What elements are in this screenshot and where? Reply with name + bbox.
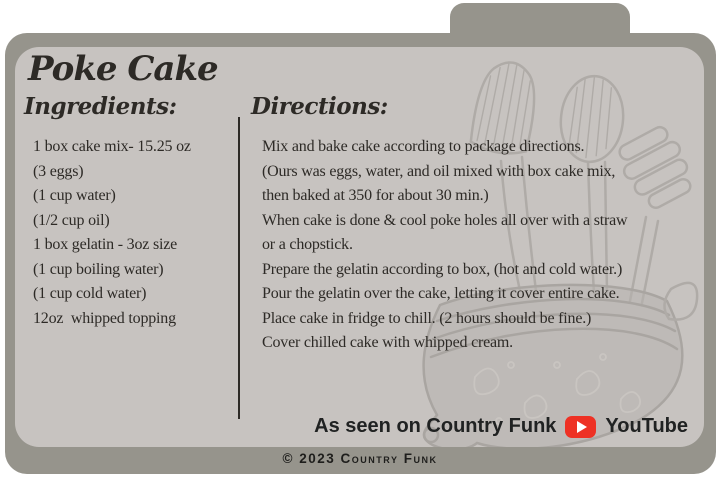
direction-line: Place cake in fridge to chill. (2 hours should be fine.) (262, 309, 592, 327)
play-triangle-icon (577, 421, 587, 433)
direction-line: Cover chilled cake with whipped cream. (262, 334, 513, 351)
promo-banner (314, 415, 688, 438)
direction-line: Prepare the gelatin according to box, (hot and cold water.) (262, 260, 623, 278)
promo-text: As seen on Country Funk (314, 415, 557, 437)
column-divider (238, 117, 240, 419)
ingredient-line: 12oz whipped topping (33, 309, 176, 327)
recipe-card (15, 47, 704, 447)
ingredient-line: (1 cup cold water) (33, 285, 147, 302)
direction-line: When cake is done & cool poke holes all over with a straw (262, 211, 628, 229)
copyright-text: © 2023 Country Funk (282, 451, 438, 466)
direction-line: then baked at 350 for about 30 min.) (262, 187, 489, 204)
ingredient-line: 1 box gelatin - 3oz size (33, 236, 178, 253)
ingredient-line: (1 cup boiling water) (33, 260, 164, 278)
recipe-title: Poke Cake (28, 49, 218, 89)
ingredient-line: (1 cup water) (33, 187, 116, 204)
ingredient-line: (3 eggs) (33, 162, 84, 180)
ingredient-line: (1/2 cup oil) (33, 211, 110, 229)
direction-line: (Ours was eggs, water, and oil mixed with box cake mix, (262, 162, 616, 180)
direction-line: or a chopstick. (262, 236, 353, 253)
direction-line: Mix and bake cake according to package directions. (262, 138, 585, 155)
ingredients-heading: Ingredients: (24, 93, 177, 120)
directions-heading: Directions: (251, 93, 388, 120)
directions-list (262, 135, 704, 356)
ingredients-list (33, 135, 238, 331)
promo-platform-label: YouTube (605, 415, 688, 437)
youtube-play-icon (565, 416, 596, 438)
direction-line: Pour the gelatin over the cake, letting it cover entire cake. (262, 285, 620, 302)
ingredient-line: 1 box cake mix- 15.25 oz (33, 138, 191, 155)
